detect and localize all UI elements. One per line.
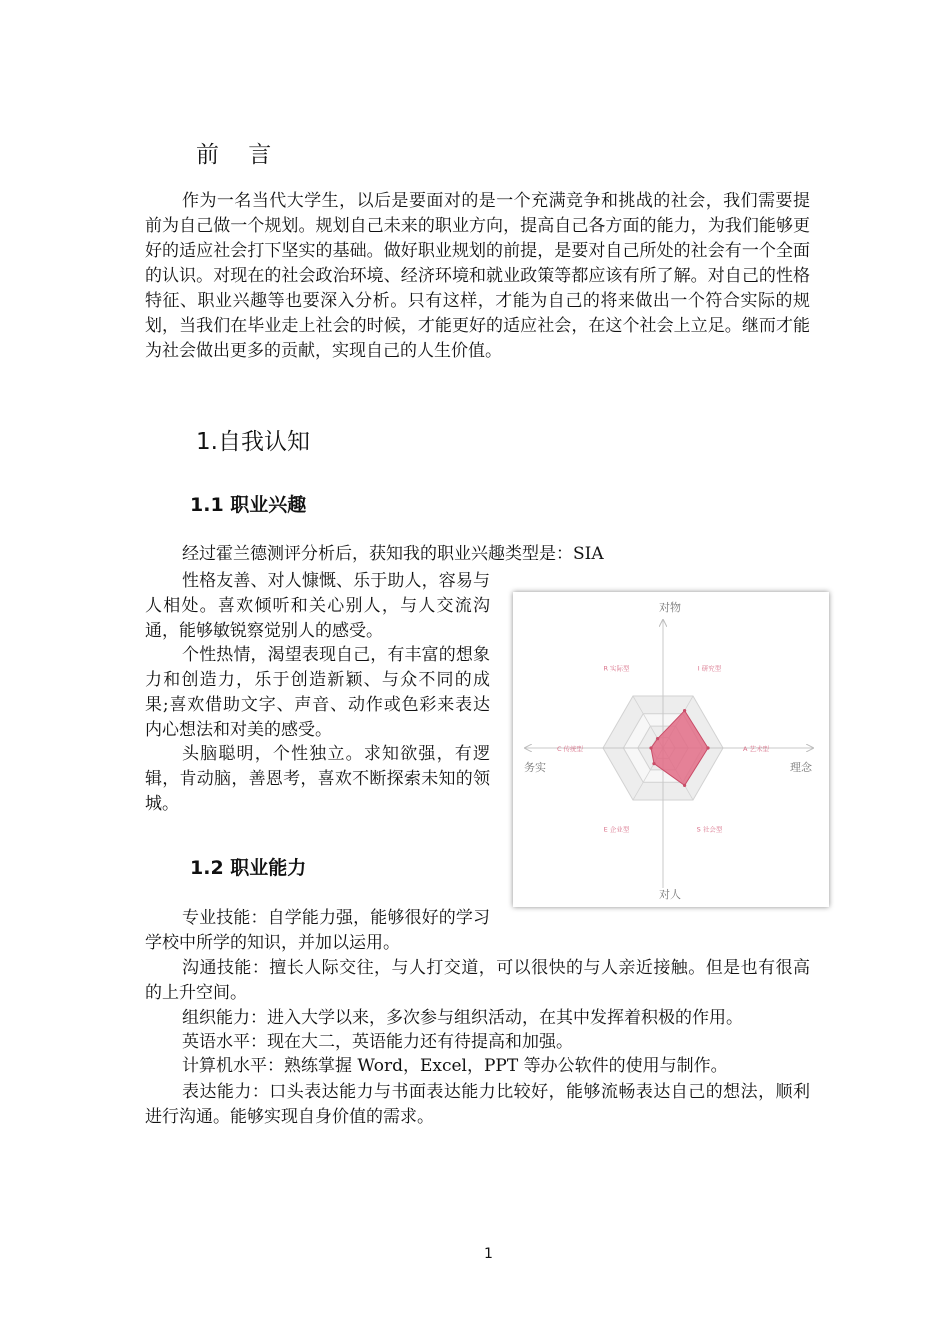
axis-label-bottom: 对人 (659, 888, 681, 901)
radar-point (683, 784, 686, 787)
interest-paragraph-investigative: 头脑聪明，个性独立。求知欲强，有逻辑，肯动脑，善恩考，喜欢不断探索未知的领城。 (145, 744, 490, 814)
radar-category-label: A 艺术型 (742, 745, 770, 753)
radar-category-label: R 实际型 (603, 664, 630, 673)
radar-category-label: I 研究型 (697, 664, 722, 673)
ability-expression: 表达能力：口头表达能力与书面表达能力比较好，能够流畅表达自己的想法，顺利进行沟通。能够实现自身价值的需求。 (145, 1082, 810, 1127)
interest-paragraph-artistic: 个性热情，渴望表现自己，有丰富的想象力和创造力，乐于创造新颖、与众不同的成果;喜欢借助文字、声音、动作或色彩来表达内心想法和对美的感受。 (145, 645, 490, 740)
radar-point (656, 737, 659, 740)
ability-organization: 组织能力：进入大学以来，多次参与组织活动，在其中发挥着积极的作用。 (182, 1008, 743, 1028)
section-1-title: 1.自我认知 (196, 429, 310, 455)
holland-radar-figure (513, 592, 829, 907)
ability-communication: 沟通技能：擅长人际交往，与人打交道，可以很快的与人亲近接触。但是也有很高的上升空间。 (145, 958, 810, 1003)
axis-label-left: 务实 (524, 761, 546, 774)
radar-point (706, 746, 709, 749)
ability-professional: 专业技能：自学能力强，能够很好的学习学校中所学的知识，并加以运用。 (145, 908, 490, 953)
axis-label-top: 对物 (659, 601, 681, 614)
radar-point (683, 709, 686, 712)
section-1-1-title: 1.1 职业兴趣 (190, 494, 307, 516)
ability-computer: 计算机水平：熟练掌握 Word，Excel，PPT 等办公软件的使用与制作。 (182, 1056, 728, 1076)
ability-english: 英语水平：现在大二，英语能力还有待提高和加强。 (182, 1032, 573, 1052)
interest-paragraph-social: 性格友善、对人慷慨、乐于助人，容易与人相处。喜欢倾听和关心别人，与人交流沟通，能够敏锐察觉别人的感受。 (145, 571, 490, 641)
radar-point (649, 746, 652, 749)
page-number: 1 (484, 1246, 493, 1262)
radar-category-label: S 社会型 (696, 825, 723, 834)
radar-chart (513, 592, 829, 907)
preface-body: 作为一名当代大学生，以后是要面对的是一个充满竞争和挑战的社会，我们需要提前为自己做一个规划。规划自己未来的职业方向，提高自己各方面的能力，为我们能够更好的适应社会打下坚实的基础。做好职业规划的前提，是要对自己所处的社会有一个全面的认识。对现在的社会政治环境、经济环境和就业政策等都应该有所了解。对自己的性格特征、职业兴趣等也要深入分析。只有这样，才能为自己的将来做出一个符合实际的规划，当我们在毕业走上社会的时候，才能更好的适应社会，在这个社会上立足。继而才能为社会做出更多的贡献，实现自己的人生价值。 (145, 191, 810, 361)
interest-type-intro: 经过霍兰德测评分析后，获知我的职业兴趣类型是：SIA (182, 544, 604, 564)
section-1-2-title: 1.2 职业能力 (190, 857, 307, 879)
axis-label-right: 理念 (790, 761, 812, 774)
preface-title: 前 言 (196, 142, 283, 168)
radar-category-label: C 传统型 (556, 745, 584, 753)
radar-point (652, 762, 655, 765)
radar-category-label: E 企业型 (603, 825, 630, 834)
